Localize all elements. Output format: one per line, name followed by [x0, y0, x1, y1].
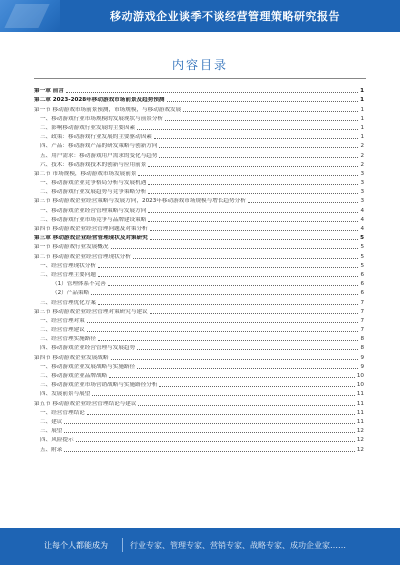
toc-entry-title: （2）产品策略 [52, 290, 90, 297]
toc-leader-dots [98, 340, 358, 341]
toc-page-number: 2 [360, 161, 364, 168]
toc-entry-title: 第一章 前言 [34, 88, 64, 95]
toc-entry[interactable] [34, 316, 364, 325]
toc-entry-title: 第二节 移动游戏企业经营管理现状分析 [34, 253, 131, 260]
toc-entry[interactable] [34, 362, 364, 371]
toc-entry[interactable] [34, 279, 364, 288]
toc-entry[interactable] [34, 261, 364, 270]
toc-entry-title: 第四节 移动游戏企业经营管理问题及对策分析 [34, 226, 148, 232]
toc-leader-dots [138, 405, 354, 406]
toc-entry[interactable] [34, 150, 364, 159]
toc-leader-dots [111, 359, 359, 360]
toc-leader-dots [87, 322, 359, 323]
toc-entry-title: 第三节 移动游戏企业经营策略与发展方向，2023年移动游戏市场规模与增长趋势分析 [34, 198, 246, 205]
toc-entry[interactable] [34, 104, 364, 113]
toc-entry[interactable] [34, 196, 364, 205]
toc-entry-title: 一、移动游戏企业发展战略与实施路径 [40, 363, 136, 370]
toc-leader-dots [148, 166, 358, 167]
toc-leader-dots [64, 423, 354, 424]
toc-entry[interactable] [34, 270, 364, 279]
toc-entry-title: 第四节 移动游戏企业发展战略 [34, 354, 109, 361]
toc-entry-title: 第五节 移动游戏企业经营管理结论与建议 [34, 400, 137, 407]
toc-page-number: 3 [360, 180, 364, 187]
toc-leader-dots [98, 276, 358, 277]
toc-page-number: 5 [360, 253, 364, 260]
toc-page-number: 8 [360, 336, 364, 343]
toc-entry-title: 四、移动游戏企业经营管理与发展趋势 [40, 345, 136, 352]
toc-entry[interactable] [34, 334, 364, 343]
toc-heading: 内容目录 [171, 58, 228, 72]
toc-page-number: 5 [360, 244, 364, 251]
toc-page-number: 4 [360, 207, 364, 214]
footer-tagline: 行业专家、管理专家、营销专家、战略专家、成功企业家…… [130, 541, 346, 550]
toc-leader-dots [150, 230, 359, 231]
toc-leader-dots [87, 331, 359, 332]
toc-entry[interactable] [34, 215, 364, 224]
toc-leader-dots [98, 267, 358, 268]
toc-leader-dots [64, 451, 354, 452]
toc-page-number: 10 [356, 373, 364, 379]
toc-chapter-entry[interactable] [34, 86, 364, 95]
toc-entry[interactable] [34, 444, 364, 453]
toc-leader-dots [165, 120, 358, 121]
toc-entry-title: 一、经营管理对策 [40, 317, 85, 324]
toc-leader-dots [148, 193, 358, 194]
toc-page-number: 7 [360, 308, 364, 315]
toc-entry-title: 五、附录 [40, 446, 63, 453]
toc-divider [34, 78, 366, 79]
toc-leader-dots [98, 304, 358, 305]
toc-leader-dots [154, 138, 359, 139]
toc-entry[interactable] [34, 325, 364, 334]
toc-leader-dots [148, 212, 358, 213]
toc-entry[interactable] [34, 371, 364, 380]
toc-leader-dots [66, 92, 358, 93]
toc-entry-title: 一、移动游戏企业经营管理策略与发展方向 [40, 207, 147, 214]
toc-page-number: 9 [360, 363, 364, 370]
toc-chapter-entry[interactable] [34, 233, 364, 242]
toc-leader-dots [167, 101, 359, 102]
toc-leader-dots [137, 368, 358, 369]
toc-leader-dots [150, 239, 358, 240]
footer-band [0, 528, 400, 565]
toc-entry[interactable] [34, 141, 364, 150]
toc-page-number: 4 [360, 226, 364, 232]
toc-entry[interactable] [34, 224, 364, 233]
toc-page-number: 1 [360, 124, 364, 131]
toc-entry[interactable] [34, 251, 364, 260]
toc-entry-title: 六、技术：移动游戏技术的创新与应用前景 [40, 161, 147, 168]
footer-divider [122, 538, 123, 552]
toc-page-number: 1 [360, 88, 364, 95]
toc-entry-title: 第三章 移动游戏企业经营管理现状及对策研究 [34, 235, 148, 242]
toc-entry[interactable] [34, 178, 364, 187]
toc-entry-title: 第一节 移动游戏市场前景预测，市场规模，与移动游戏发展 [34, 106, 182, 113]
toc-entry[interactable] [34, 343, 364, 352]
toc-page-number: 7 [360, 317, 364, 324]
toc-entry-title: 二、移动游戏企业品牌战略 [40, 373, 108, 379]
toc-page-number: 8 [360, 345, 364, 352]
toc-entry-title: 四、产品：移动游戏产品的研发策略与创新方向 [40, 143, 158, 150]
toc-entry[interactable] [34, 389, 364, 398]
toc-page-number: 9 [360, 354, 364, 361]
toc-entry[interactable] [34, 307, 364, 316]
toc-page-number: 12 [356, 446, 364, 453]
toc-leader-dots [87, 414, 355, 415]
toc-leader-dots [137, 349, 358, 350]
toc-page-number: 7 [360, 327, 364, 334]
toc-page-number: 2 [360, 143, 364, 150]
toc-entry[interactable] [34, 242, 364, 251]
toc-entry-title: 三、经营管理优化方案 [40, 299, 96, 306]
toc-page-number: 11 [356, 391, 364, 398]
toc-leader-dots [148, 184, 358, 185]
toc-entry[interactable] [34, 114, 364, 123]
header-decoration [0, 0, 60, 32]
toc-leader-dots [183, 111, 358, 112]
toc-entry-title: 一、移动游戏行业市场规模的发展现状与前景分析 [40, 115, 164, 122]
toc-entry-title: （1）管理体系不完善 [52, 281, 106, 288]
toc-chapter-entry[interactable] [34, 95, 364, 104]
toc-page-number: 12 [356, 428, 364, 435]
toc-entry-title: 三、移动游戏企业市场营销战略与实施路径分析 [40, 382, 158, 389]
toc-entry-title: 第一节 移动游戏行业发展概况 [34, 244, 109, 251]
toc-entry-title: 一、移动游戏企业竞争格局分析与发展机遇 [40, 180, 147, 187]
toc-entry-title: 一、经营管理结论 [40, 409, 85, 416]
toc-entry-title: 二、移动游戏行业发展趋势与竞争策略分析 [40, 189, 147, 196]
toc-entry[interactable] [34, 398, 364, 407]
toc-page-number: 4 [360, 216, 364, 223]
toc-page-number: 10 [356, 382, 364, 389]
toc-page-number: 3 [360, 189, 364, 196]
toc-entry-title: 四、发展前景与展望 [40, 391, 91, 398]
toc-leader-dots [108, 285, 359, 286]
toc-entry-title: 一、经营管理现状分析 [40, 262, 96, 269]
toc-entry[interactable] [34, 352, 364, 361]
toc-leader-dots [137, 129, 358, 130]
toc-entry-title: 二、经营管理建议 [40, 327, 85, 334]
toc-leader-dots [148, 221, 358, 222]
toc-page-number: 1 [360, 115, 364, 122]
toc-page-number: 6 [360, 281, 364, 288]
toc-entry-title: 二、影响移动游戏行业发展的主要因素 [40, 124, 136, 131]
toc-entry-title: 第三节 移动游戏企业经营管理对策研究与建议 [34, 308, 148, 315]
toc-entry-title: 四、风险提示 [40, 437, 74, 444]
report-title: 移动游戏企业谈季不谈经营管理策略研究报告 [110, 10, 340, 23]
toc-leader-dots [109, 377, 355, 378]
toc-leader-dots [150, 313, 359, 314]
toc-page-number: 1 [360, 106, 364, 113]
toc-entry-title: 五、用户需求：移动游戏用户需求的变化与趋势 [40, 152, 158, 159]
toc-leader-dots [159, 386, 354, 387]
toc-leader-dots [91, 294, 358, 295]
toc-page-number: 11 [356, 400, 364, 407]
toc-entry[interactable] [34, 408, 364, 417]
toc-page-number: 5 [360, 262, 364, 269]
toc-entry[interactable] [34, 288, 364, 297]
toc-entry[interactable] [34, 380, 364, 389]
toc-entry-title: 三、政策：移动游戏行业发展的主要驱动因素 [40, 134, 152, 141]
toc-leader-dots [64, 432, 354, 433]
toc-leader-dots [92, 395, 355, 396]
toc-leader-dots [138, 175, 358, 176]
toc-page-number: 7 [360, 299, 364, 306]
toc-entry[interactable] [34, 169, 364, 178]
toc-entry[interactable] [34, 435, 364, 444]
toc-entry[interactable] [34, 297, 364, 306]
toc-entry-title: 三、展望 [40, 428, 63, 435]
toc-entry-title: 二、经营管理主要问题 [40, 271, 96, 278]
toc-page-number: 1 [360, 134, 364, 141]
toc-leader-dots [159, 157, 358, 158]
table-of-contents [34, 86, 364, 454]
toc-page-number: 11 [356, 409, 364, 416]
toc-leader-dots [248, 202, 359, 203]
toc-leader-dots [111, 248, 359, 249]
toc-leader-dots [133, 258, 359, 259]
toc-entry-title: 三、经营管理实施路径 [40, 336, 96, 343]
toc-entry-title: 二、移动游戏行业市场竞争与品牌建设策略 [40, 216, 147, 223]
toc-page-number: 1 [360, 97, 364, 104]
toc-leader-dots [159, 147, 358, 148]
toc-page-number: 6 [360, 271, 364, 278]
toc-entry-title: 二、建议 [40, 418, 63, 425]
toc-entry[interactable] [34, 426, 364, 435]
toc-entry[interactable] [34, 205, 364, 214]
toc-entry-title: 第二章 2023-2028年移动游戏市场前景及趋势预测 [34, 97, 165, 104]
toc-entry[interactable] [34, 160, 364, 169]
toc-page-number: 3 [360, 198, 364, 205]
toc-page-number: 2 [360, 152, 364, 159]
toc-entry[interactable] [34, 187, 364, 196]
toc-page-number: 12 [356, 437, 364, 444]
toc-entry[interactable] [34, 417, 364, 426]
toc-page-number: 6 [360, 290, 364, 297]
toc-entry-title: 第二节 市场规模，移动游戏市场发展前景 [34, 170, 137, 177]
toc-entry[interactable] [34, 123, 364, 132]
toc-leader-dots [76, 441, 355, 442]
toc-page-number: 5 [360, 235, 364, 242]
toc-entry[interactable] [34, 132, 364, 141]
toc-page-number: 11 [356, 418, 364, 425]
toc-page-number: 3 [360, 170, 364, 177]
footer-slogan: 让每个人都能成为 [44, 541, 108, 550]
header-band [0, 0, 400, 32]
